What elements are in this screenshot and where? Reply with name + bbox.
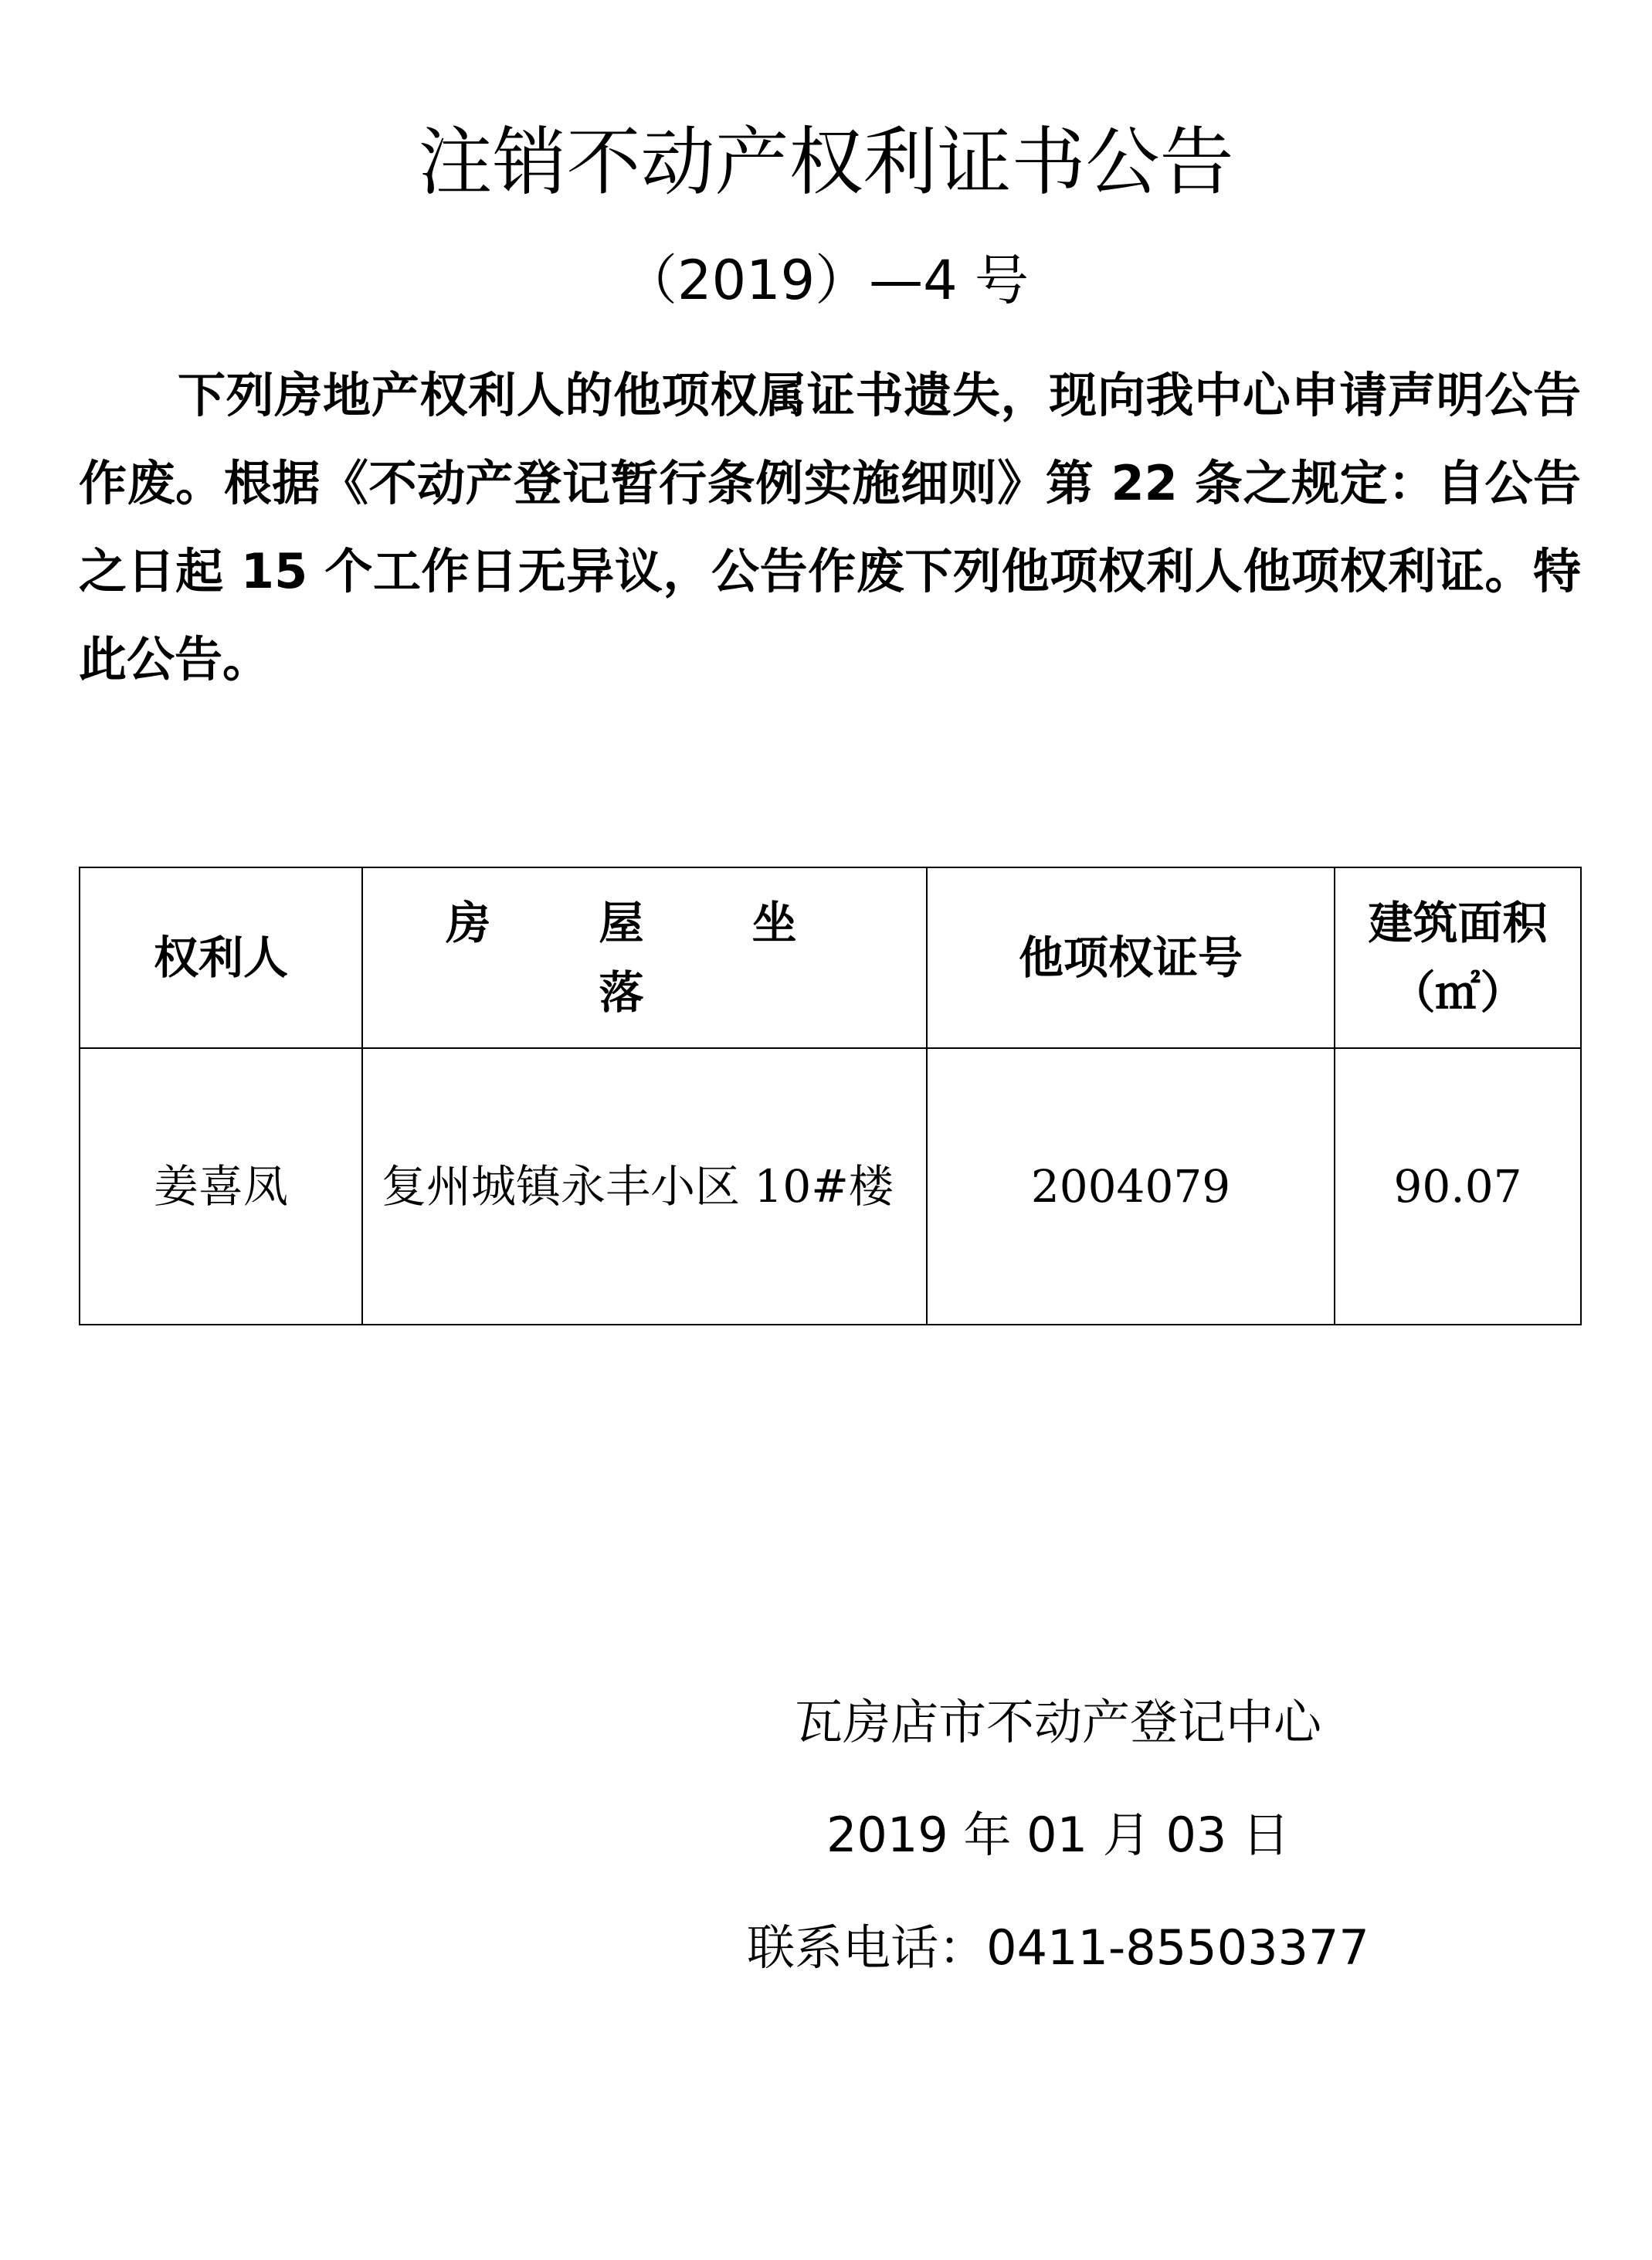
issue-date: 2019 年 01 月 03 日 (826, 1807, 1291, 1863)
header-holder: 权利人 (80, 867, 362, 1048)
table-row (80, 1048, 1581, 1325)
notice-number: （2019）—4 号 (623, 249, 1029, 312)
header-certificate: 他项权证号 (927, 867, 1335, 1048)
header-area: 建筑面积（㎡） (1335, 867, 1581, 1048)
cell-location: 复州城镇永丰小区 10#楼 (362, 1048, 927, 1325)
notice-body (79, 351, 1581, 704)
table-header-row (80, 867, 1581, 1048)
header-location: 房 屋 坐 落 (362, 867, 927, 1048)
issuing-agency: 瓦房店市不动产登记中心 (794, 1694, 1321, 1750)
notice-title: 注销不动产权利证书公告 (418, 119, 1234, 205)
contact-phone: 联系电话：0411-85503377 (747, 1919, 1369, 1976)
cell-area: 90.07 (1335, 1048, 1581, 1325)
cell-holder: 姜喜凤 (80, 1048, 362, 1325)
notice-body-text: 下列房地产权利人的他项权属证书遗失，现向我中心申请声明公告作废。根据《不动产登记暂行条例实施细则》第 22 条之规定：自公告之日起 15 个工作日无异议，公告作废下列他项权利人他项权利证。特此公告。 (79, 367, 1581, 687)
records-table (79, 867, 1582, 1325)
cell-certificate: 2004079 (927, 1048, 1335, 1325)
